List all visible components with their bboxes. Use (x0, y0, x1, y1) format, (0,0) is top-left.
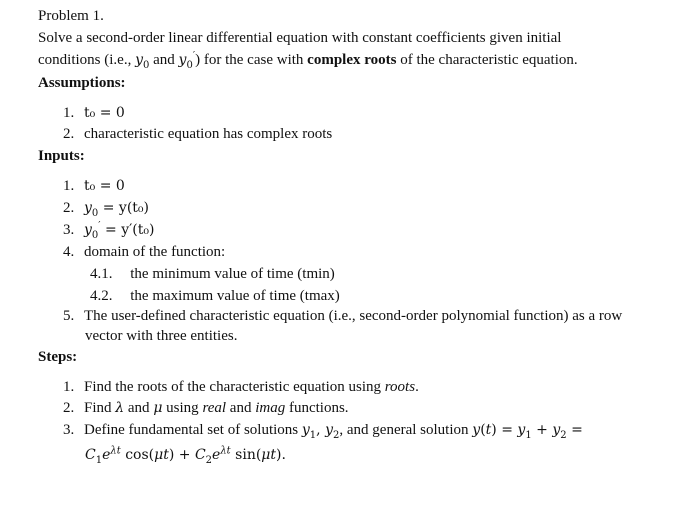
input-item: 5. The user-defined characteristic equation (i.e., second-order polynomial function) as a row (63, 308, 623, 324)
input-sub-item: 4.2. the maximum value of time (tmax) (90, 288, 340, 304)
math-y0: $y_0$ (135, 52, 150, 71)
assumption-item: 1. t₀ = 0 (63, 105, 125, 121)
step-item: 1. Find the roots of the characteristic equation using roots. (63, 379, 419, 395)
assumption-item: 2. characteristic equation has complex roots (63, 126, 333, 142)
assumptions-heading: Assumptions: (38, 75, 126, 91)
problem-intro-line-2: conditions (i.e., $y_0$ and $y_0'$) for the case with complex roots of the characteristic equation. (38, 50, 578, 71)
input-item: 1. t₀ = 0 (63, 178, 125, 194)
problem-title: Problem 1. (38, 8, 104, 24)
input-item-continuation: vector with three entities. (85, 328, 238, 344)
input-sub-item: 4.1. the minimum value of time (tmin) (90, 266, 335, 282)
math-y0-prime: $y_0'$ (178, 50, 196, 71)
math-general-solution-rhs: $C_1e^{\lambda t}$ $\cos(\mu t) + C_2e^{\lambda t}$ sin(μt). (85, 445, 286, 466)
math-lambda: λ (115, 400, 125, 416)
input-item: 3. $y_0' = y'(t_0)$ (63, 220, 155, 241)
math-y1-y2: $y_1$, $y_2$ (301, 422, 340, 441)
inputs-heading: Inputs: (38, 148, 85, 164)
input-item: 2. $y_0 = y(t_0)$ (63, 200, 150, 219)
input-item: 4. domain of the function: (63, 244, 226, 260)
problem-intro-line-1: Solve a second-order linear differential equation with constant coefficients given initial (38, 30, 562, 46)
steps-heading: Steps: (38, 349, 78, 365)
math-general-solution-lhs: $y(t) = y_1 + y_2$ = (472, 422, 583, 441)
step-item: 3. Define fundamental set of solutions $y_1$, $y_2$, and general solution $y(t) = y_1 + y_2$ = (63, 422, 583, 441)
math-mu: μ (153, 400, 163, 416)
step-item: 2. Find λ and μ using real and imag functions. (63, 400, 349, 416)
